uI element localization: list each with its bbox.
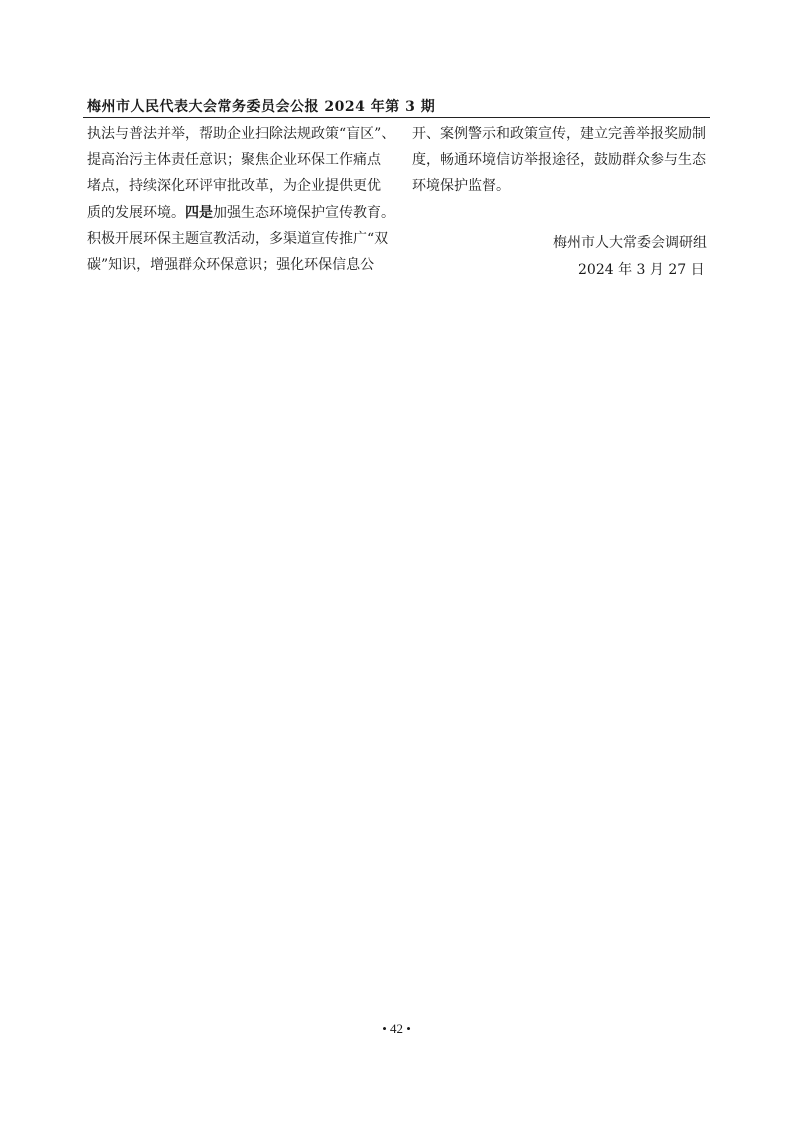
signature-date: 2024 年 3 月 27 日 xyxy=(578,262,705,278)
signature-organization: 梅州市人大常委会调研组 xyxy=(553,235,707,251)
paragraph-line: 碳”知识，增强群众环保意识；强化环保信息公 xyxy=(87,256,375,273)
paragraph-line: 执法与普法并举，帮助企业扫除法规政策“盲区”、 xyxy=(87,126,396,142)
paragraph-line: 积极开展环保主题宣教活动，多渠道宣传推广“双 xyxy=(87,230,389,247)
line-text: 质的发展环境。 xyxy=(87,204,185,221)
page-number: • 42 • xyxy=(382,1021,411,1036)
bold-point-marker: 四是 xyxy=(185,204,213,221)
paragraph-line: 堵点，持续深化环评审批改革，为企业提供更优 xyxy=(87,178,381,195)
paragraph-line: 环境保护监督。 xyxy=(412,178,510,195)
paragraph-line xyxy=(87,200,395,226)
header-divider xyxy=(83,117,710,118)
paragraph-line: 度，畅通环境信访举报途径，鼓励群众参与生态 xyxy=(412,152,706,169)
paragraph-line: 开、案例警示和政策宣传，建立完善举报奖励制 xyxy=(412,126,706,142)
left-column xyxy=(87,121,396,278)
line-text: 加强生态环境保护宣传教育。 xyxy=(213,204,395,221)
publication-header: 梅州市人民代表大会常务委员会公报 2024 年第 3 期 xyxy=(87,99,436,115)
paragraph-line: 提高治污主体责任意识；聚焦企业环保工作痛点 xyxy=(87,152,381,169)
right-column xyxy=(412,121,712,200)
